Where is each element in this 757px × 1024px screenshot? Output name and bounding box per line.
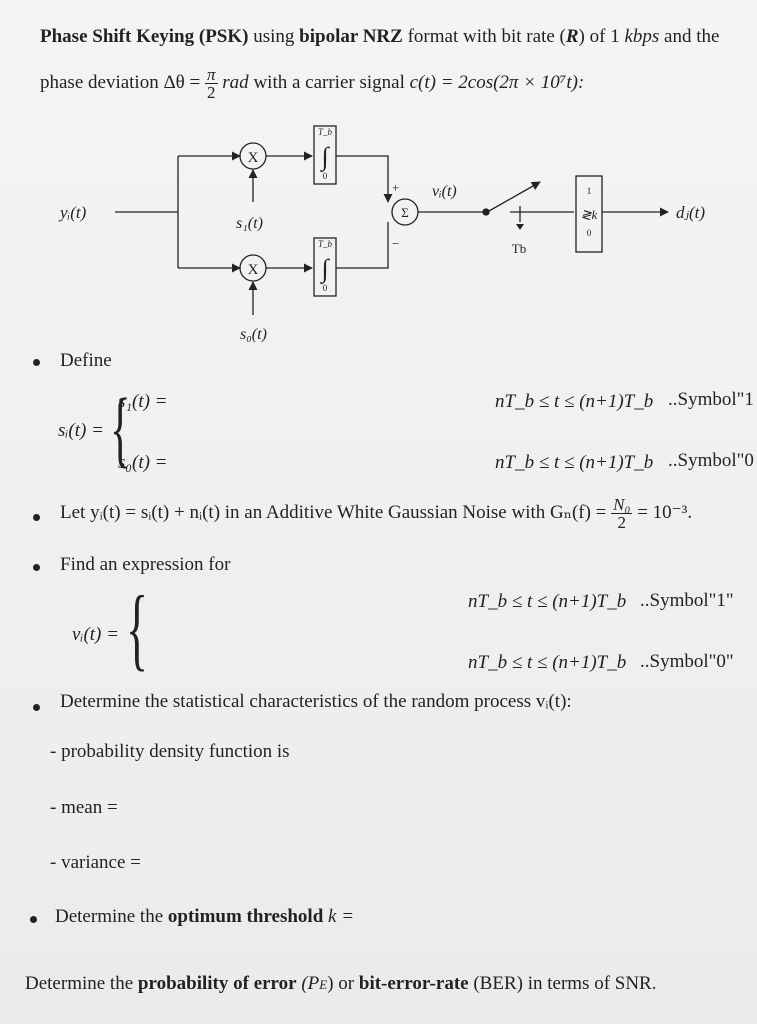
define-label: Define: [60, 350, 112, 371]
threshold-k: k =: [323, 906, 355, 927]
footer-text: (P: [296, 973, 320, 994]
header-text: ) of 1: [578, 26, 625, 47]
let-value: = 10⁻³.: [632, 501, 693, 523]
to-summer-minus: [336, 222, 388, 268]
mean-label: - mean =: [50, 797, 118, 818]
noise-fraction: [611, 496, 632, 531]
header-r: R: [565, 26, 579, 47]
rad-unit: rad: [217, 71, 249, 93]
let-statement: [60, 496, 692, 531]
find-label: Find an expression for: [60, 554, 231, 575]
stats-label: Determine the statistical characteristics of the random process vᵢ(t):: [60, 691, 572, 712]
vi-label: vᵢ(t): [432, 183, 457, 200]
error-probability-question: [25, 973, 656, 995]
phase-fraction: [205, 66, 218, 101]
brace-icon: {: [126, 577, 149, 679]
s1-label: s₁(t): [236, 215, 263, 232]
fraction-denominator: 2: [617, 513, 627, 532]
plus-sign: +: [392, 180, 400, 195]
fraction-numerator: π: [207, 65, 216, 84]
tb-label: Tb: [511, 241, 527, 256]
to-summer-plus: [336, 156, 388, 202]
sampler-clock-arrow: [516, 224, 524, 230]
symbol1-range: nT_b ≤ t ≤ (n+1)T_b: [495, 391, 654, 412]
bullet: [33, 564, 40, 571]
upper-int-limit-bottom: 0: [322, 171, 328, 181]
footer-bold: bit-error-rate: [358, 973, 469, 994]
footer-bold: probability of error: [137, 973, 297, 994]
upper-int-limit-top: T_b: [317, 127, 333, 137]
footer-text: Determine the: [25, 973, 138, 994]
phase-deviation-label: phase deviation Δθ =: [40, 71, 205, 93]
find-symbol1-label: ..Symbol"1": [640, 590, 734, 611]
pdf-label: - probability density function is: [50, 741, 290, 762]
upper-integral-icon: ∫: [321, 142, 329, 171]
summer-symbol: Σ: [401, 205, 409, 220]
find-symbol1-range: nT_b ≤ t ≤ (n+1)T_b: [468, 591, 627, 612]
brace-icon: {: [110, 380, 131, 476]
header-text: format with bit rate (: [402, 26, 566, 47]
correlator-receiver-diagram: [0, 110, 757, 350]
footer-subscript: E: [319, 977, 328, 992]
header-line-1: [40, 26, 719, 48]
let-text: Let yᵢ(t) = sᵢ(t) + nᵢ(t) in an Additive White Gaussian Noise with Gₙ(f) =: [60, 501, 612, 523]
fraction-numerator: N₀: [613, 495, 631, 514]
lower-integral-icon: ∫: [321, 254, 329, 283]
lower-int-limit-top: T_b: [317, 239, 333, 249]
bullet: [30, 916, 37, 923]
variance-label: - variance =: [50, 852, 141, 873]
lower-int-limit-bottom: 0: [322, 283, 328, 293]
find-symbol0-range: nT_b ≤ t ≤ (n+1)T_b: [468, 652, 627, 673]
header-nrz: bipolar NRZ: [299, 26, 403, 47]
sampler-switch: [489, 182, 540, 211]
threshold-question: [55, 906, 354, 928]
minus-sign: −: [392, 236, 400, 251]
threshold-bold: optimum threshold: [167, 906, 324, 927]
find-symbol0-label: ..Symbol"0": [640, 651, 734, 672]
decision-bottom: 0: [586, 228, 592, 238]
symbol0-label: ..Symbol"0: [668, 450, 754, 471]
footer-text: (BER) in terms of SNR.: [468, 973, 657, 994]
vi-lhs: vᵢ(t) =: [72, 624, 119, 645]
bullet: [33, 359, 40, 366]
threshold-text: Determine the: [55, 906, 168, 927]
s1-definition: s₁(t) =: [118, 391, 168, 412]
header-text: using: [248, 26, 300, 47]
carrier-equation: c(t) = 2cos(2π × 10⁷t):: [409, 71, 585, 93]
bullet: [33, 704, 40, 711]
header-kbps: kbps: [624, 26, 660, 47]
input-label: yᵢ(t): [60, 203, 87, 222]
symbol0-range: nT_b ≤ t ≤ (n+1)T_b: [495, 452, 654, 473]
footer-text: ) or: [327, 973, 359, 994]
fraction-denominator: 2: [207, 83, 216, 102]
decision-top: 1: [586, 186, 592, 196]
output-label: dⱼ(t): [676, 203, 706, 222]
si-lhs: sᵢ(t) =: [58, 420, 104, 441]
upper-mult-symbol: X: [247, 150, 259, 166]
header-psk: Phase Shift Keying (PSK): [40, 26, 249, 47]
carrier-label: with a carrier signal: [248, 71, 410, 93]
lower-mult-symbol: X: [247, 262, 259, 278]
sampler-node: [483, 209, 489, 215]
header-line-2: [40, 66, 584, 101]
header-text: and the: [659, 26, 720, 47]
symbol1-label: ..Symbol"1: [668, 389, 754, 410]
s0-definition: s₀(t) =: [118, 452, 168, 473]
decision-threshold: ≷k: [580, 207, 598, 222]
s0-label: s₀(t): [240, 326, 267, 343]
bullet: [33, 514, 40, 521]
